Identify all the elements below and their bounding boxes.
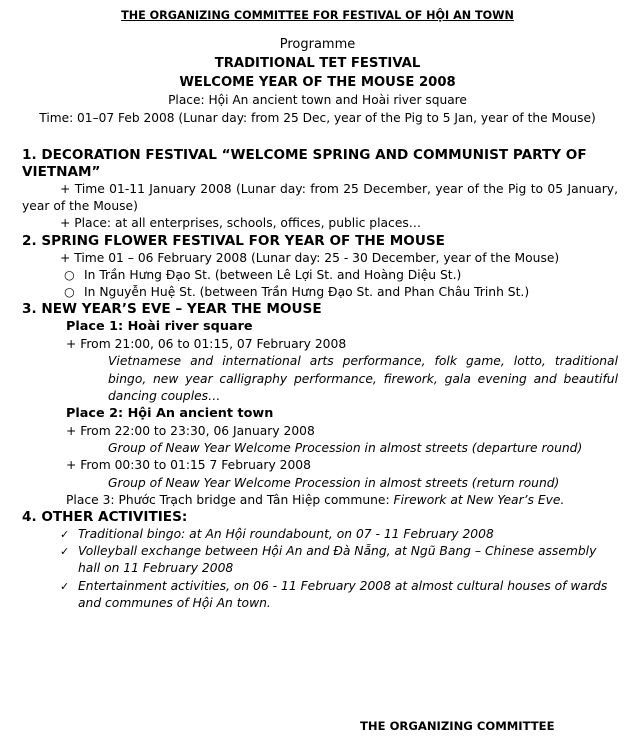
bullet-text: In Nguyễn Huệ St. (between Trần Hưng Đạo St. and Phan Châu Trinh St.): [84, 285, 530, 300]
list-item: [22, 526, 618, 543]
list-item: [22, 267, 618, 284]
programme-title-block: [0, 35, 635, 127]
signature-footer: THE ORGANIZING COMMITTEE: [360, 719, 555, 733]
circle-bullet-icon: ○: [64, 267, 75, 282]
place-1-time: + From 21:00, 06 to 01:15, 07 February 2008: [66, 337, 347, 352]
place-2-description-1: Group of Neaw Year Welcome Procession in almost streets (departure round): [108, 441, 583, 456]
activity-text: Entertainment activities, on 06 - 11 February 2008 at almost cultural houses of wards and communes of Hội An town.: [78, 578, 608, 610]
place-2-time-2: + From 00:30 to 01:15 7 February 2008: [66, 458, 311, 473]
list-item: [22, 284, 618, 301]
checkmark-icon: ✓: [60, 545, 70, 559]
activity-text: Traditional bingo: at An Hội roundabount, on 07 - 11 February 2008: [78, 527, 494, 542]
place-3-label: Place 3: Phước Trạch bridge and Tân Hiệp commune:: [66, 492, 394, 507]
checkmark-icon: ✓: [60, 579, 70, 593]
section-2-time: + Time 01 – 06 February 2008 (Lunar day: 25 - 30 December, year of the Mouse): [60, 250, 560, 265]
festival-title: TRADITIONAL TET FESTIVAL: [214, 56, 421, 71]
organizer-header: THE ORGANIZING COMMITTEE FOR FESTIVAL OF HỘI AN TOWN: [121, 9, 514, 22]
list-item: [22, 543, 618, 577]
place-1-title: Place 1: Hoài river square: [66, 319, 253, 335]
checkmark-icon: ✓: [60, 528, 70, 542]
place-3-activity: Firework at New Year’s Eve.: [393, 492, 565, 507]
festival-subtitle: WELCOME YEAR OF THE MOUSE 2008: [179, 75, 456, 90]
place-1-description: Vietnamese and international arts performance, folk game, lotto, traditional bingo, new year calligraphy performance, firework, gala evening and beautiful dancing couples…: [108, 354, 618, 403]
section-1-heading: 1. DECORATION FESTIVAL “WELCOME SPRING AND COMMUNIST PARTY OF VIETNAM”: [22, 147, 587, 180]
section-2-heading: 2. SPRING FLOWER FESTIVAL FOR YEAR OF THE MOUSE: [22, 232, 445, 249]
list-item: [22, 578, 618, 612]
place-2-description-2: Group of Neaw Year Welcome Procession in almost streets (return round): [108, 475, 560, 490]
programme-label: Programme: [279, 37, 356, 52]
bullet-text: In Trần Hưng Đạo St. (between Lê Lợi St. and Hoàng Diệu St.): [84, 267, 462, 282]
section-4-heading: 4. OTHER ACTIVITIES:: [22, 509, 188, 526]
activity-text: Volleyball exchange between Hội An and Đà Nẵng, at Ngũ Bang – Chinese assembly hall on 11 February 2008: [78, 544, 597, 576]
section-3-heading: 3. NEW YEAR’S EVE – YEAR THE MOUSE: [22, 301, 322, 318]
section-1-place: + Place: at all enterprises, schools, offices, public places…: [60, 216, 422, 231]
circle-bullet-icon: ○: [64, 285, 75, 300]
section-1-time: + Time 01-11 January 2008 (Lunar day: from 25 December, year of the Pig to 05 January, year of the Mouse): [22, 182, 618, 214]
place-3-line: [22, 492, 618, 509]
festival-time: Time: 01–07 Feb 2008 (Lunar day: from 25 Dec, year of the Pig to 5 Jan, year of the Mouse): [39, 110, 596, 125]
festival-place: Place: Hội An ancient town and Hoài river square: [168, 93, 467, 107]
place-2-time-1: + From 22:00 to 23:30, 06 January 2008: [66, 424, 315, 439]
place-2-title: Place 2: Hội An ancient town: [66, 406, 274, 422]
programme-body: [22, 147, 618, 612]
